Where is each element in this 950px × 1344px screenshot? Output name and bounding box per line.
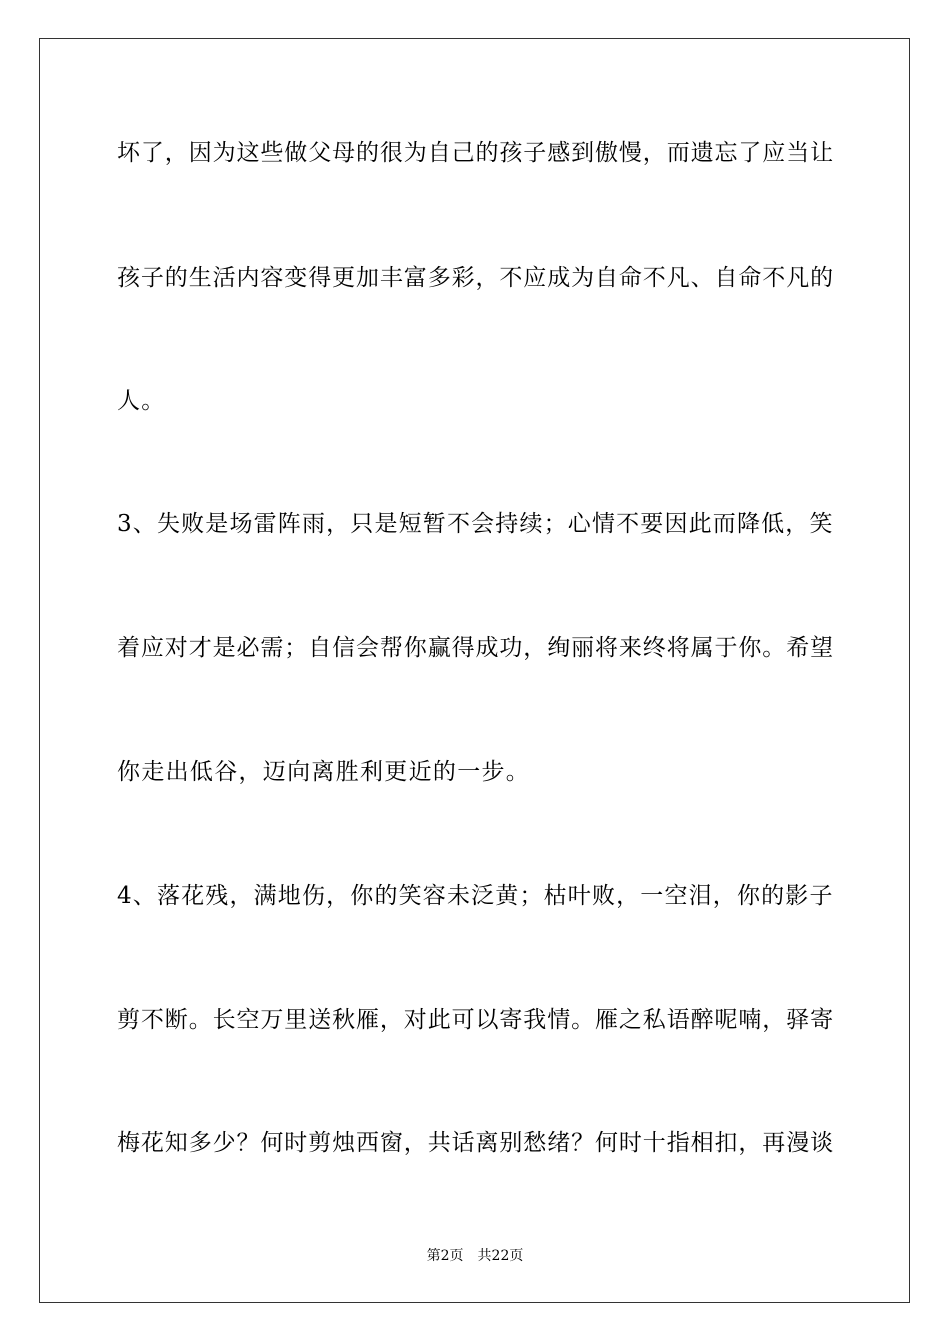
text-line-3: 人。 [117, 388, 166, 414]
text-line-8: 剪不断。长空万里送秋雁，对此可以寄我情。雁之私语醉呢喃，驿寄 [117, 1007, 834, 1033]
text-line-6: 你走出低谷，迈向离胜利更近的一步。 [117, 759, 531, 785]
text-line-4: 3、失败是场雷阵雨，只是短暂不会持续；心情不要因此而降低，笑 [117, 511, 834, 537]
text-line-7: 4、落花残，满地伤，你的笑容未泛黄；枯叶败，一空泪，你的影子 [117, 883, 834, 909]
text-line-5: 着应对才是必需；自信会帮你赢得成功，绚丽将来终将属于你。希望 [117, 635, 834, 661]
text-line-1: 坏了，因为这些做父母的很为自己的孩子感到傲慢，而遗忘了应当让 [117, 140, 834, 166]
text-line-2: 孩子的生活内容变得更加丰富多彩，不应成为自命不凡、自命不凡的 [117, 265, 834, 291]
page-number-footer: 第2页 共22页 [426, 1248, 524, 1264]
text-line-9: 梅花知多少？何时剪烛西窗，共话离别愁绪？何时十指相扣，再漫谈 [117, 1130, 834, 1156]
page-border [39, 38, 910, 1303]
